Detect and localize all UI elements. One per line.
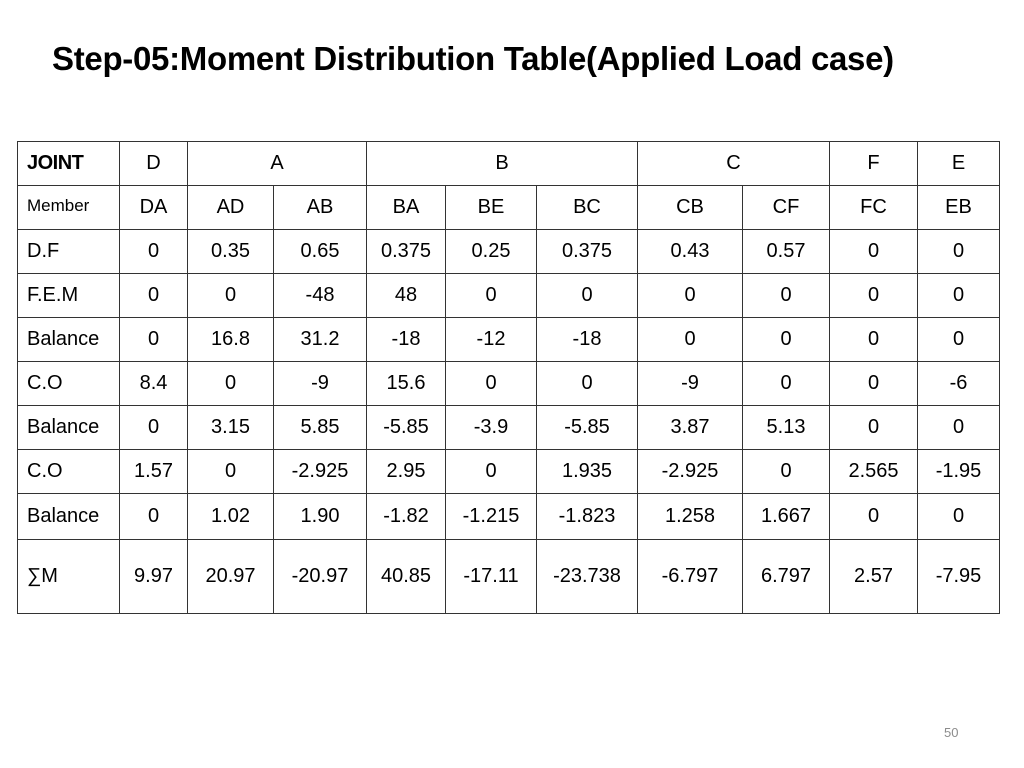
- member-cell: CB: [638, 186, 743, 230]
- row-label: Balance: [18, 494, 120, 540]
- table-cell: 0: [638, 274, 743, 318]
- table-cell: 0: [537, 274, 638, 318]
- table-cell: 0: [446, 362, 537, 406]
- table-row: [18, 450, 1000, 494]
- table-row: [18, 540, 1000, 614]
- table-cell: -2.925: [638, 450, 743, 494]
- row-label: ∑M: [18, 540, 120, 614]
- table-cell: -12: [446, 318, 537, 362]
- table-cell: 1.258: [638, 494, 743, 540]
- table-row: [18, 274, 1000, 318]
- table-cell: 0: [188, 274, 274, 318]
- table-cell: 0: [830, 406, 918, 450]
- table-cell: 0.35: [188, 230, 274, 274]
- table-cell: 0.65: [274, 230, 367, 274]
- table-row: [18, 494, 1000, 540]
- moment-distribution-table: [17, 141, 1000, 614]
- table-cell: 1.02: [188, 494, 274, 540]
- row-label: D.F: [18, 230, 120, 274]
- joint-header-row: [18, 142, 1000, 186]
- table-cell: -48: [274, 274, 367, 318]
- joint-cell: B: [367, 142, 638, 186]
- table-row: [18, 362, 1000, 406]
- member-header-row: [18, 186, 1000, 230]
- table-cell: -5.85: [367, 406, 446, 450]
- table-cell: 0: [120, 318, 188, 362]
- joint-cell: D: [120, 142, 188, 186]
- table-cell: 0: [446, 274, 537, 318]
- table-cell: 0: [918, 318, 1000, 362]
- table-cell: 0.25: [446, 230, 537, 274]
- table-cell: 0: [918, 494, 1000, 540]
- table-cell: 0: [120, 230, 188, 274]
- member-cell: AD: [188, 186, 274, 230]
- member-cell: AB: [274, 186, 367, 230]
- table-cell: 1.57: [120, 450, 188, 494]
- table-cell: -3.9: [446, 406, 537, 450]
- slide-title: Step-05:Moment Distribution Table(Applied Load case): [52, 40, 894, 77]
- table-cell: -1.82: [367, 494, 446, 540]
- member-header-label: Member: [18, 186, 120, 230]
- table-cell: 0: [743, 318, 830, 362]
- table-cell: -1.215: [446, 494, 537, 540]
- member-cell: DA: [120, 186, 188, 230]
- table-cell: -5.85: [537, 406, 638, 450]
- table-cell: -9: [638, 362, 743, 406]
- table-cell: 0.43: [638, 230, 743, 274]
- table-cell: 2.565: [830, 450, 918, 494]
- table-cell: 0: [188, 450, 274, 494]
- table-cell: 3.15: [188, 406, 274, 450]
- table-cell: 0: [188, 362, 274, 406]
- table-cell: 2.57: [830, 540, 918, 614]
- table-cell: -1.823: [537, 494, 638, 540]
- row-label: C.O: [18, 450, 120, 494]
- row-label: Balance: [18, 406, 120, 450]
- page-number: 50: [944, 725, 959, 740]
- table-cell: 0: [743, 362, 830, 406]
- table-cell: 16.8: [188, 318, 274, 362]
- table-cell: 5.85: [274, 406, 367, 450]
- table-cell: 0: [830, 318, 918, 362]
- table-cell: 0.375: [367, 230, 446, 274]
- table-cell: -20.97: [274, 540, 367, 614]
- table-cell: 48: [367, 274, 446, 318]
- table-cell: 40.85: [367, 540, 446, 614]
- row-label: F.E.M: [18, 274, 120, 318]
- member-cell: EB: [918, 186, 1000, 230]
- table-cell: 0: [830, 230, 918, 274]
- table-row: [18, 406, 1000, 450]
- table-cell: -2.925: [274, 450, 367, 494]
- table-cell: 0: [743, 450, 830, 494]
- table-row: [18, 230, 1000, 274]
- table-cell: -23.738: [537, 540, 638, 614]
- joint-cell: A: [188, 142, 367, 186]
- table-cell: 0: [830, 362, 918, 406]
- table-cell: 9.97: [120, 540, 188, 614]
- table-cell: 15.6: [367, 362, 446, 406]
- table-row: [18, 318, 1000, 362]
- joint-cell: E: [918, 142, 1000, 186]
- table-cell: -6: [918, 362, 1000, 406]
- joint-cell: C: [638, 142, 830, 186]
- table-cell: -1.95: [918, 450, 1000, 494]
- table-cell: 0: [446, 450, 537, 494]
- table-cell: -6.797: [638, 540, 743, 614]
- table-cell: 0.375: [537, 230, 638, 274]
- table-cell: -18: [367, 318, 446, 362]
- table-cell: 0: [120, 406, 188, 450]
- table-cell: -9: [274, 362, 367, 406]
- member-cell: CF: [743, 186, 830, 230]
- table-cell: 6.797: [743, 540, 830, 614]
- member-cell: FC: [830, 186, 918, 230]
- table-cell: 0: [638, 318, 743, 362]
- member-cell: BA: [367, 186, 446, 230]
- table-cell: 0.57: [743, 230, 830, 274]
- table-cell: 0: [830, 494, 918, 540]
- member-cell: BE: [446, 186, 537, 230]
- table-cell: 20.97: [188, 540, 274, 614]
- table-cell: 0: [120, 274, 188, 318]
- table-cell: -18: [537, 318, 638, 362]
- table-cell: 0: [537, 362, 638, 406]
- table-cell: 1.90: [274, 494, 367, 540]
- row-label: Balance: [18, 318, 120, 362]
- table-cell: 0: [120, 494, 188, 540]
- member-cell: BC: [537, 186, 638, 230]
- table-cell: 0: [918, 274, 1000, 318]
- table-cell: 0: [918, 230, 1000, 274]
- table-cell: 31.2: [274, 318, 367, 362]
- table-cell: -17.11: [446, 540, 537, 614]
- table-cell: 8.4: [120, 362, 188, 406]
- table-cell: 3.87: [638, 406, 743, 450]
- table-cell: 5.13: [743, 406, 830, 450]
- table-cell: -7.95: [918, 540, 1000, 614]
- table-cell: 0: [743, 274, 830, 318]
- table-cell: 0: [830, 274, 918, 318]
- row-label: C.O: [18, 362, 120, 406]
- table-cell: 2.95: [367, 450, 446, 494]
- joint-header-label: JOINT: [18, 142, 120, 186]
- table-cell: 0: [918, 406, 1000, 450]
- joint-cell: F: [830, 142, 918, 186]
- table-cell: 1.667: [743, 494, 830, 540]
- table-cell: 1.935: [537, 450, 638, 494]
